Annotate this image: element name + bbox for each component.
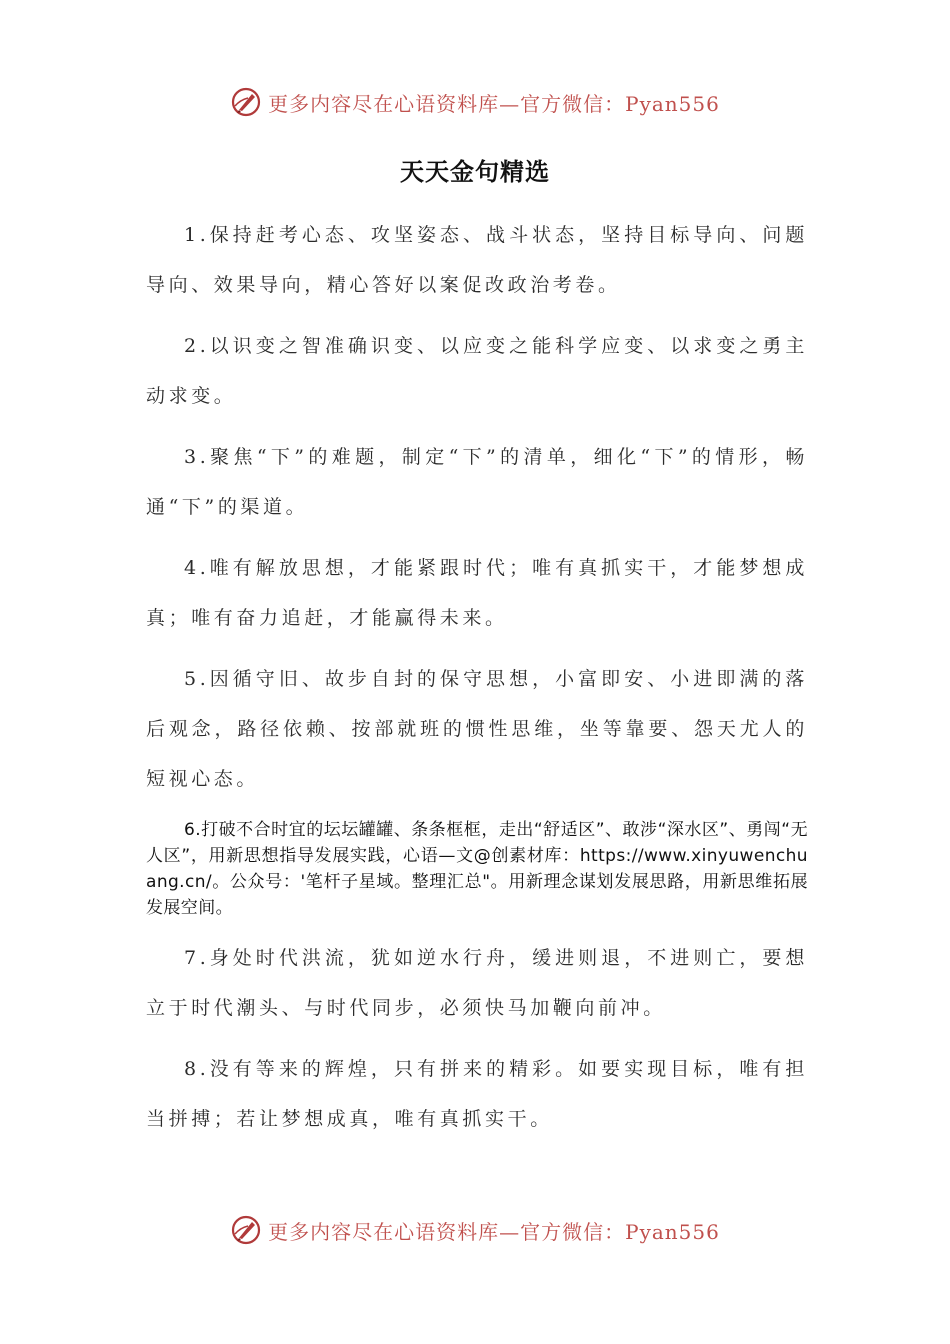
quote-item-4: 4.唯有解放思想，才能紧跟时代；唯有真抓实干，才能梦想成真；唯有奋力追赶，才能赢得未来。	[146, 557, 808, 629]
quote-item-6: 6.打破不合时宜的坛坛罐罐、条条框框，走出“舒适区”、敢涉“深水区”、勇闯“无人区”，用新思想指导发展实践，心语—文@创素材库：https://www.xinyuwenchuang.cn/。公众号：'笔杆子星域。整理汇总"。用新理念谋划发展思路，用新思维拓展发展空间。	[146, 820, 808, 918]
footer-banner	[0, 1210, 950, 1250]
quote-item-7: 7.身处时代洪流，犹如逆水行舟，缓进则退，不进则亡，要想立于时代潮头、与时代同步，必须快马加鞭向前冲。	[146, 947, 808, 1019]
header-banner-text: 更多内容尽在心语资料库—官方微信：Pyan556	[268, 91, 720, 116]
quote-item-1: 1.保持赶考心态、攻坚姿态、战斗状态，坚持目标导向、问题导向、效果导向，精心答好以案促改政治考卷。	[146, 224, 808, 296]
quote-item-2: 2.以识变之智准确识变、以应变之能科学应变、以求变之勇主动求变。	[146, 335, 808, 407]
document-body	[146, 210, 808, 1155]
quote-item-5: 5.因循守旧、故步自封的保守思想，小富即安、小进即满的落后观念，路径依赖、按部就班的惯性思维，坐等靠要、怨天尤人的短视心态。	[146, 668, 808, 790]
page-title: 天天金句精选	[400, 158, 550, 186]
quill-pen-logo-icon	[230, 86, 262, 118]
header-banner	[0, 82, 950, 122]
quote-item-8: 8.没有等来的辉煌，只有拼来的精彩。如要实现目标，唯有担当拼搏；若让梦想成真，唯有真抓实干。	[146, 1058, 808, 1130]
quill-pen-logo-icon	[230, 1214, 262, 1246]
quote-item-3: 3.聚焦“下”的难题，制定“下”的清单，细化“下”的情形，畅通“下”的渠道。	[146, 446, 808, 518]
footer-banner-text: 更多内容尽在心语资料库—官方微信：Pyan556	[268, 1219, 720, 1244]
